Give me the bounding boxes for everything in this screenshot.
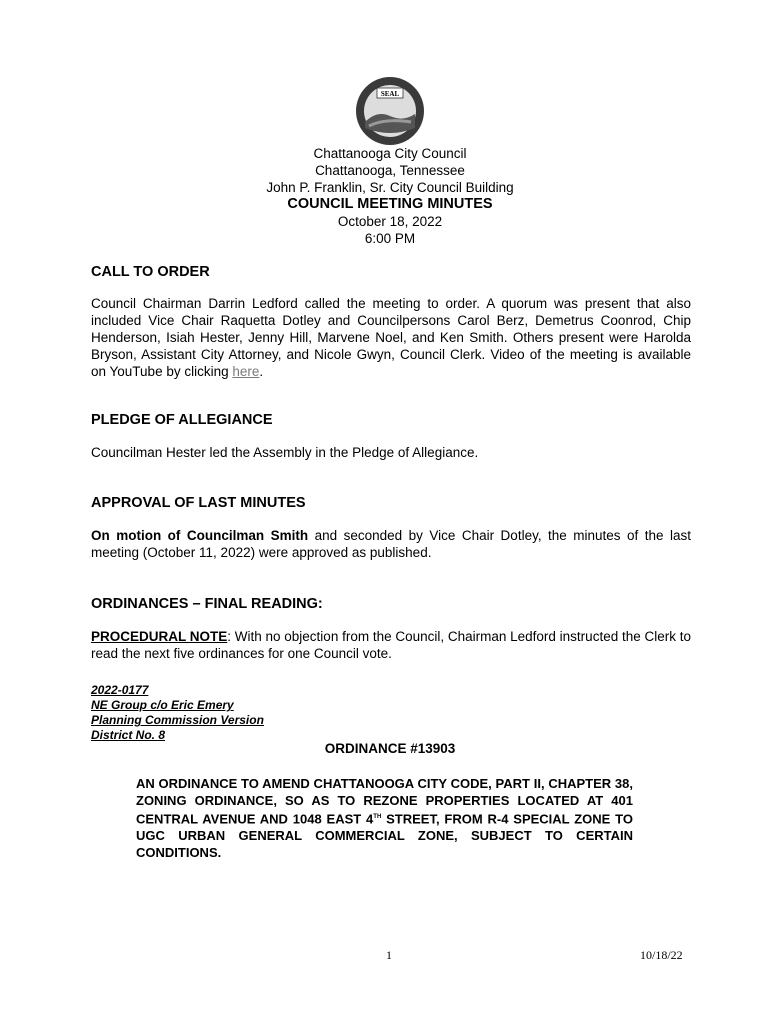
city-state: Chattanooga, Tennessee bbox=[315, 163, 465, 178]
ordinance-metadata bbox=[91, 683, 264, 743]
page-number: 1 bbox=[386, 948, 392, 962]
ordinance-number: ORDINANCE #13903 bbox=[324, 741, 456, 756]
city-seal-logo bbox=[355, 76, 425, 146]
section-heading: PLEDGE OF ALLEGIANCE bbox=[91, 412, 273, 428]
district: District No. 8 bbox=[91, 728, 166, 742]
pledge-body: Councilman Hester led the Assembly in the Pledge of Allegiance. bbox=[91, 445, 479, 460]
meeting-time: 6:00 PM bbox=[364, 231, 416, 246]
footer-date: 10/18/22 bbox=[640, 948, 683, 962]
meeting-date: October 18, 2022 bbox=[337, 214, 443, 229]
document-title: COUNCIL MEETING MINUTES bbox=[287, 196, 493, 212]
case-number: 2022-0177 bbox=[91, 683, 149, 697]
section-heading: APPROVAL OF LAST MINUTES bbox=[91, 495, 306, 511]
call-to-order-body: Council Chairman Darrin Ledford called the meeting to order. A quorum was present that also included Vice Chair Raquetta Dotley and Councilpersons Carol Berz, Demetrus Coonrod, Chip Henderson, Isiah Hester, Jenny Hill, Marvene Noel, and Ken Smith. Others present were Harolda Bryson, Assistant City Attorney, and Nicole Gwyn, Council Clerk. Video of the meeting is available on YouTube by clicking here. bbox=[91, 296, 691, 379]
svg-text:SEAL: SEAL bbox=[380, 90, 400, 98]
call-to-order-section bbox=[91, 264, 691, 380]
ordinances-section bbox=[91, 596, 691, 662]
approval-body: On motion of Councilman Smith and seconded by Vice Chair Dotley, the minutes of the last meeting (October 11, 2022) were approved as published. bbox=[91, 528, 691, 560]
section-heading: ORDINANCES – FINAL READING: bbox=[91, 596, 323, 612]
procedural-note: PROCEDURAL NOTE: With no objection from the Council, Chairman Ledford instructed the Clerk to read the next five ordinances for one Council vote. bbox=[91, 629, 691, 661]
ordinance-text: AN ORDINANCE TO AMEND CHATTANOOGA CITY CODE, PART II, CHAPTER 38, ZONING ORDINANCE, SO AS TO REZONE PROPERTIES LOCATED AT 401 CENTRAL AVENUE AND 1048 EAST 4TH STREET, FROM R-4 SPECIAL ZONE TO UGC URBAN GENERAL COMMERCIAL ZONE, SUBJECT TO CERTAIN CONDITIONS. bbox=[136, 776, 633, 861]
version: Planning Commission Version bbox=[91, 713, 264, 727]
building-name: John P. Franklin, Sr. City Council Building bbox=[266, 180, 514, 195]
applicant: NE Group c/o Eric Emery bbox=[91, 698, 234, 712]
pledge-section bbox=[91, 412, 691, 461]
section-heading: CALL TO ORDER bbox=[91, 264, 210, 280]
council-name: Chattanooga City Council bbox=[313, 146, 467, 161]
approval-section bbox=[91, 495, 691, 561]
youtube-link[interactable]: here bbox=[232, 364, 260, 379]
